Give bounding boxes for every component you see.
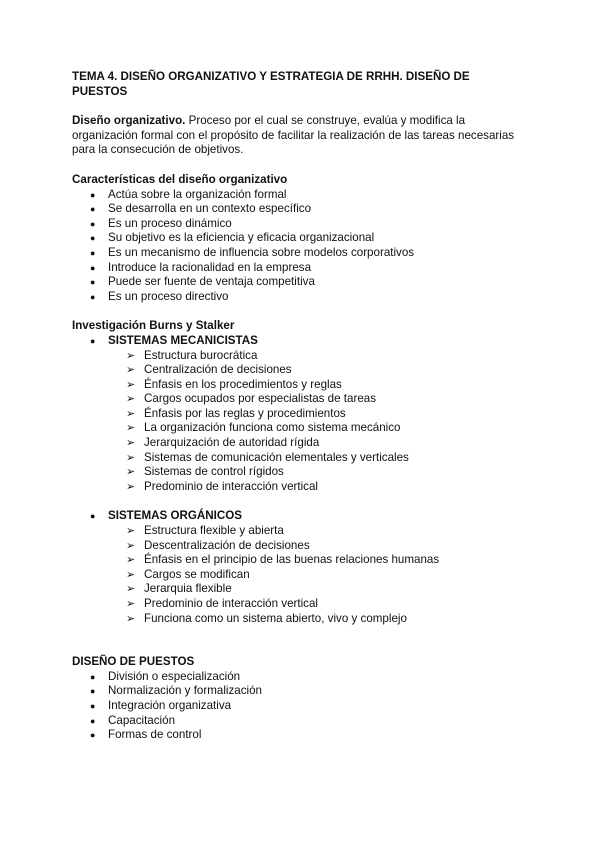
arrow-bullet-icon: ➢ bbox=[126, 437, 136, 450]
list-item: ➢ Cargos ocupados por especialistas de tareas bbox=[126, 392, 377, 406]
list-item: ➢ Centralización de decisiones bbox=[126, 363, 292, 377]
bullet-icon: ● bbox=[90, 686, 96, 697]
list-item: ● Puede ser fuente de ventaja competitiva bbox=[90, 275, 315, 289]
list-item: ➢ Predominio de interacción vertical bbox=[126, 597, 318, 610]
bullet-icon: ● bbox=[90, 277, 96, 288]
definition-paragraph bbox=[72, 114, 528, 158]
bullet-icon: ● bbox=[90, 218, 96, 229]
arrow-bullet-icon: ➢ bbox=[126, 364, 136, 377]
list-item: ➢ Sistemas de comunicación elementales y verticales bbox=[126, 450, 409, 464]
list-item bbox=[72, 334, 528, 349]
mechanistic-list bbox=[72, 349, 528, 495]
bullet-icon: ● bbox=[90, 511, 96, 522]
burns-list bbox=[72, 334, 528, 349]
arrow-bullet-icon: ➢ bbox=[126, 568, 136, 581]
arrow-bullet-icon: ➢ bbox=[126, 583, 136, 596]
bullet-icon: ● bbox=[90, 233, 96, 244]
list-item: ● Es un mecanismo de influencia sobre modelos corporativos bbox=[90, 245, 415, 259]
arrow-bullet-icon: ➢ bbox=[126, 525, 136, 538]
list-item: ● Se desarrolla en un contexto específico bbox=[90, 202, 312, 216]
burns-heading: Investigación Burns y Stalker bbox=[72, 319, 235, 333]
bullet-icon: ● bbox=[90, 262, 96, 273]
arrow-bullet-icon: ➢ bbox=[126, 349, 136, 362]
bullet-icon: ● bbox=[90, 671, 96, 682]
list-item: ● Actúa sobre la organización formal bbox=[90, 187, 287, 201]
arrow-bullet-icon: ➢ bbox=[126, 612, 136, 625]
document-title: TEMA 4. DISEÑO ORGANIZATIVO Y ESTRATEGIA DE RRHH. DISEÑO DE PUESTOS bbox=[72, 70, 470, 98]
list-item: ➢ Descentralización de decisiones bbox=[126, 538, 310, 552]
burns-list-organic bbox=[72, 509, 528, 524]
arrow-bullet-icon: ➢ bbox=[126, 451, 136, 464]
list-item: ➢ Estructura flexible y abierta bbox=[126, 524, 284, 538]
list-item: ➢ Funciona como un sistema abierto, vivo y complejo bbox=[126, 611, 407, 625]
list-item: ● Es un proceso directivo bbox=[90, 289, 229, 303]
list-item: ● Es un proceso dinámico bbox=[90, 216, 232, 230]
characteristics-list bbox=[72, 188, 528, 305]
jobs-list bbox=[72, 670, 528, 743]
bullet-icon: ● bbox=[90, 189, 96, 200]
bullet-icon: ● bbox=[90, 204, 96, 215]
arrow-bullet-icon: ➢ bbox=[126, 422, 136, 435]
arrow-bullet-icon: ➢ bbox=[126, 393, 136, 406]
list-item: ➢ Predominio de interacción vertical bbox=[126, 479, 318, 493]
arrow-bullet-icon: ➢ bbox=[126, 539, 136, 552]
list-item: ● Capacitación bbox=[90, 713, 176, 727]
arrow-bullet-icon: ➢ bbox=[126, 407, 136, 420]
list-item: ➢ Sistemas de control rígidos bbox=[126, 465, 284, 479]
arrow-bullet-icon: ➢ bbox=[126, 554, 136, 567]
definition-term: Diseño organizativo. bbox=[72, 114, 186, 128]
jobs-heading: DISEÑO DE PUESTOS bbox=[72, 655, 195, 669]
arrow-bullet-icon: ➢ bbox=[126, 598, 136, 610]
bullet-icon: ● bbox=[90, 715, 96, 726]
bullet-icon: ● bbox=[90, 247, 96, 258]
list-item: ➢ Cargos se modifican bbox=[126, 567, 250, 581]
list-item: ● Su objetivo es la eficiencia y eficacia organizacional bbox=[90, 231, 375, 245]
arrow-bullet-icon: ➢ bbox=[126, 378, 136, 391]
list-item: ➢ Estructura burocrática bbox=[126, 348, 258, 362]
list-item: ● Normalización y formalización bbox=[90, 684, 262, 698]
bullet-icon: ● bbox=[90, 700, 96, 711]
list-item: ● División o especialización bbox=[90, 669, 241, 683]
characteristics-heading: Características del diseño organizativo bbox=[72, 172, 288, 186]
bullet-icon: ● bbox=[90, 335, 96, 346]
list-item: ➢ Énfasis en los procedimientos y reglas bbox=[126, 377, 342, 391]
list-item: ➢ Énfasis por las reglas y procedimientos bbox=[126, 406, 346, 420]
list-item: ● Introduce la racionalidad en la empresa bbox=[90, 260, 312, 274]
list-item bbox=[72, 509, 528, 524]
arrow-bullet-icon: ➢ bbox=[126, 480, 136, 493]
list-item: ➢ Jerarquización de autoridad rígida bbox=[126, 436, 320, 450]
list-item: ● Formas de control bbox=[90, 728, 202, 742]
organic-list bbox=[72, 524, 528, 626]
mechanistic-label: SISTEMAS MECANICISTAS bbox=[108, 333, 258, 347]
list-item: ➢ Jerarquia flexible bbox=[126, 582, 232, 596]
bullet-icon: ● bbox=[90, 730, 96, 741]
list-item: ➢ Énfasis en el principio de las buenas relaciones humanas bbox=[126, 553, 440, 567]
list-item: ● Integración organizativa bbox=[90, 698, 232, 712]
definition-text: Proceso por el cual se construye, evalúa y modifica la organización formal con el propósito de facilitar la realización de las tareas necesarias para la consecución de objetivos. bbox=[72, 114, 515, 157]
organic-label: SISTEMAS ORGÁNICOS bbox=[108, 509, 242, 523]
list-item: ➢ La organización funciona como sistema mecánico bbox=[126, 421, 401, 435]
bullet-icon: ● bbox=[90, 291, 96, 302]
arrow-bullet-icon: ➢ bbox=[126, 466, 136, 479]
